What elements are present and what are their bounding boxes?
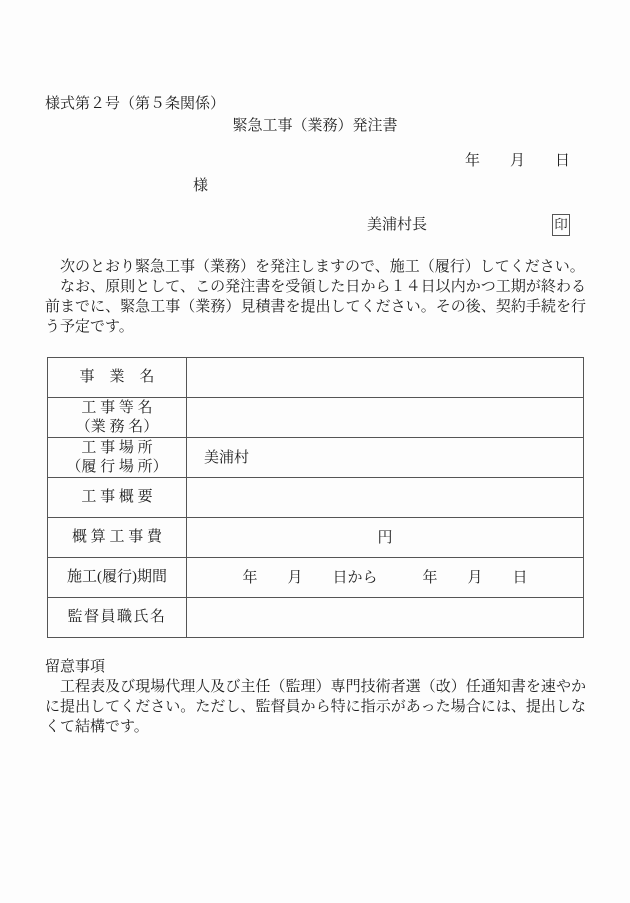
table-row-supervisor-name xyxy=(48,598,584,638)
intro-paragraph-2: なお、原則として、この発注書を受領した日から１４日以内かつ工期が終わる前までに、緊急工事（業務）見積書を提出してください。その後、契約手続を行う予定です。 xyxy=(45,279,586,335)
row-value xyxy=(187,358,584,398)
table-row-work-location xyxy=(48,438,584,478)
notes-body: 工程表及び現場代理人及び主任（監理）専門技術者選（改）任通知書を速やかに提出してください。ただし、監督員から特に指示があった場合には、提出しなくて結構です。 xyxy=(45,679,586,735)
row-value: 年 月 日から 年 月 日 xyxy=(187,558,584,598)
issuer-name: 美浦村長 xyxy=(367,217,428,233)
row-label: 施工(履行)期間 xyxy=(48,558,187,598)
notes-heading: 留意事項 xyxy=(45,659,106,675)
row-value xyxy=(187,478,584,518)
row-value: 美浦村 xyxy=(187,438,584,478)
addressee-suffix: 様 xyxy=(193,178,209,194)
row-value: 円 xyxy=(187,518,584,558)
document-title: 緊急工事（業務）発注書 xyxy=(232,118,398,134)
table-row-work-summary xyxy=(48,478,584,518)
seal-box xyxy=(552,214,570,236)
intro-paragraph-1: 次のとおり緊急工事（業務）を発注しますので、施工（履行）してください。 xyxy=(45,259,585,275)
date-line: 年 月 日 xyxy=(464,153,570,169)
table-row-work-period xyxy=(48,558,584,598)
row-label: 工 事 概 要 xyxy=(48,478,187,518)
row-value xyxy=(187,598,584,638)
row-label: 工 事 等 名 （業 務 名） xyxy=(48,398,187,438)
table-row-project-name xyxy=(48,358,584,398)
row-label: 監督員職氏名 xyxy=(48,598,187,638)
table-row-work-name xyxy=(48,398,584,438)
addressee-line xyxy=(193,176,630,196)
row-label: 概 算 工 事 費 xyxy=(48,518,187,558)
table-row-estimated-cost xyxy=(48,518,584,558)
issuer-row xyxy=(367,213,570,237)
seal-character: 印 xyxy=(554,217,568,233)
row-label: 事 業 名 xyxy=(48,358,187,398)
row-label: 工 事 場 所 （履 行 場 所） xyxy=(48,438,187,478)
order-form-table xyxy=(47,357,584,638)
row-value xyxy=(187,398,584,438)
form-number: 様式第２号（第５条関係） xyxy=(45,96,226,112)
intro-text xyxy=(45,257,586,337)
